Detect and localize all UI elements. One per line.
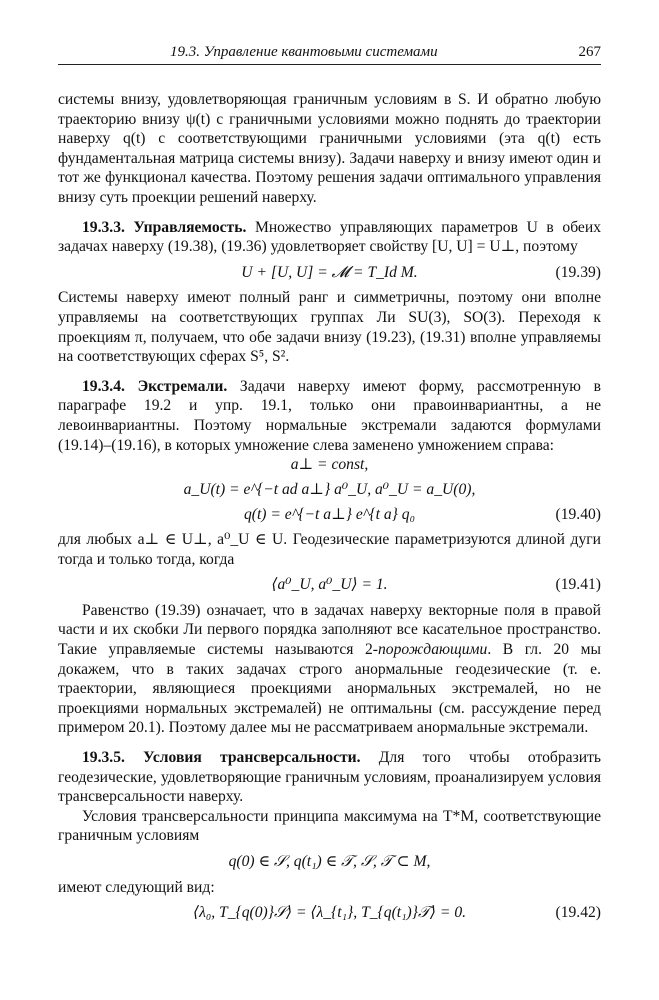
equation-expression: ⟨a⁰_U, a⁰_U⟩ = 1. [271, 576, 388, 594]
section-heading: 19.3.5. Условия трансверсальности. [82, 749, 361, 767]
equation-expression: q(0) ∈ 𝒮, q(t₁) ∈ 𝒯, 𝒮, 𝒯 ⊂ M, [228, 853, 431, 870]
paragraph-geodesics: для любых a⊥ ∈ U⊥, a⁰_U ∈ U. Геодезические параметризуются длиной дуги тогда и только тогда, когда [58, 531, 601, 568]
emphasis-term: порождающими [378, 641, 488, 659]
equation-19-40-line-1 [58, 455, 601, 480]
section-text: Для того чтобы отобразить геодезические, удовлетворяющие граничным условиям, проанализируем условия трансверсальности наверху. [58, 749, 601, 806]
equation-expression: U + [U, U] = 𝓜 = T_Id M. [241, 263, 418, 281]
section-19-3-4 [58, 377, 601, 455]
equation-19-41 [58, 575, 601, 595]
equation-number: (19.40) [555, 506, 601, 524]
paragraph-text-a: Равенство (19.39) означает, что в задачах наверху векторные поля в правой части и их скобки Ли первого порядка заполняют все касательное пространство. Такие управляемые системы называются 2- [58, 601, 601, 659]
paragraph-text-b: . В гл. 20 мы докажем, что в таких задачах строго анормальные геодезические (т. е. траектории, являющиеся проекциями анормальных экстремалей, но не проекциями нормальных экстремалей) не оптимальны (см. рассуждение перед примером 20.1). Поэтому далее мы не рассматриваем анормальные экстремали. [58, 641, 601, 737]
page-number: 267 [578, 44, 601, 60]
equation-19-39 [58, 263, 601, 283]
section-heading: 19.3.3. Управляемость. [82, 218, 247, 236]
equation-expression: a⊥ = const, [290, 456, 369, 474]
equation-number: (19.41) [555, 576, 601, 594]
page-body [58, 90, 601, 929]
section-19-3-5 [58, 748, 601, 807]
equation-19-40-line-3 [58, 505, 601, 530]
paragraph-form: имеют следующий вид: [58, 878, 215, 896]
paragraph-bracket-generating [58, 601, 601, 738]
section-heading: 19.3.4. Экстремали. [82, 377, 228, 395]
section-text: Задачи наверху имеют форму, рассмотренную в параграфе 19.2 и упр. 19.1, только они правоинвариантны, а не левоинвариантны. Поэтому нормальные экстремали задаются формулами (19.14)–(19.16), в которых умножение слева заменено умножением справа: [58, 377, 601, 454]
paragraph-transversality: Условия трансверсальности принципа максимума на T*M, соответствующие граничным условиям [58, 807, 601, 845]
paragraph-controllability: Системы наверху имеют полный ранг и симметричны, поэтому они вполне управляемы на соответствующих группах Ли SU(3), SO(3). Переходя к проекциям π, получаем, что обе задачи внизу (19.23), (19.31) вполне управляемы на соответствующих сферах S⁵, S². [58, 289, 601, 366]
equation-expression: ⟨λ₀, T_{q(0)}𝒮⟩ = ⟨λ_{t₁}, T_{q(t₁)}𝒯⟩ = 0. [192, 904, 467, 922]
equation-expression: q(t) = e^{−t a⊥} e^{t a} q₀ [243, 506, 416, 524]
section-19-3-3 [58, 218, 601, 257]
equation-19-40-line-2 [58, 480, 601, 505]
header-title: 19.3. Управление квантовыми системами [170, 44, 438, 60]
equation-number: (19.39) [555, 263, 601, 281]
running-header [58, 42, 601, 65]
equation-boundary-conditions [58, 852, 601, 872]
equation-number: (19.42) [555, 904, 601, 922]
equation-expression: a_U(t) = e^{−t ad a⊥} a⁰_U, a⁰_U = a_U(0), [183, 481, 476, 499]
section-text: Множество управляющих параметров U в обеих задачах наверху (19.38), (19.36) удовлетворяет свойству [U, U] = U⊥, поэтому [58, 218, 601, 256]
paragraph-intro: системы внизу, удовлетворяющая граничным условиям в S. И обратно любую траекторию внизу ψ(t) с граничными условиями можно поднять до траектории наверху q(t) с соответствующими граничными условиями (эта q(t) есть фундаментальная матрица системы внизу). Задачи наверху и внизу имеют один и тот же функционал качества. Поэтому решения задачи оптимального управления внизу суть проекции решений наверху. [58, 91, 601, 206]
equation-19-42 [58, 903, 601, 923]
